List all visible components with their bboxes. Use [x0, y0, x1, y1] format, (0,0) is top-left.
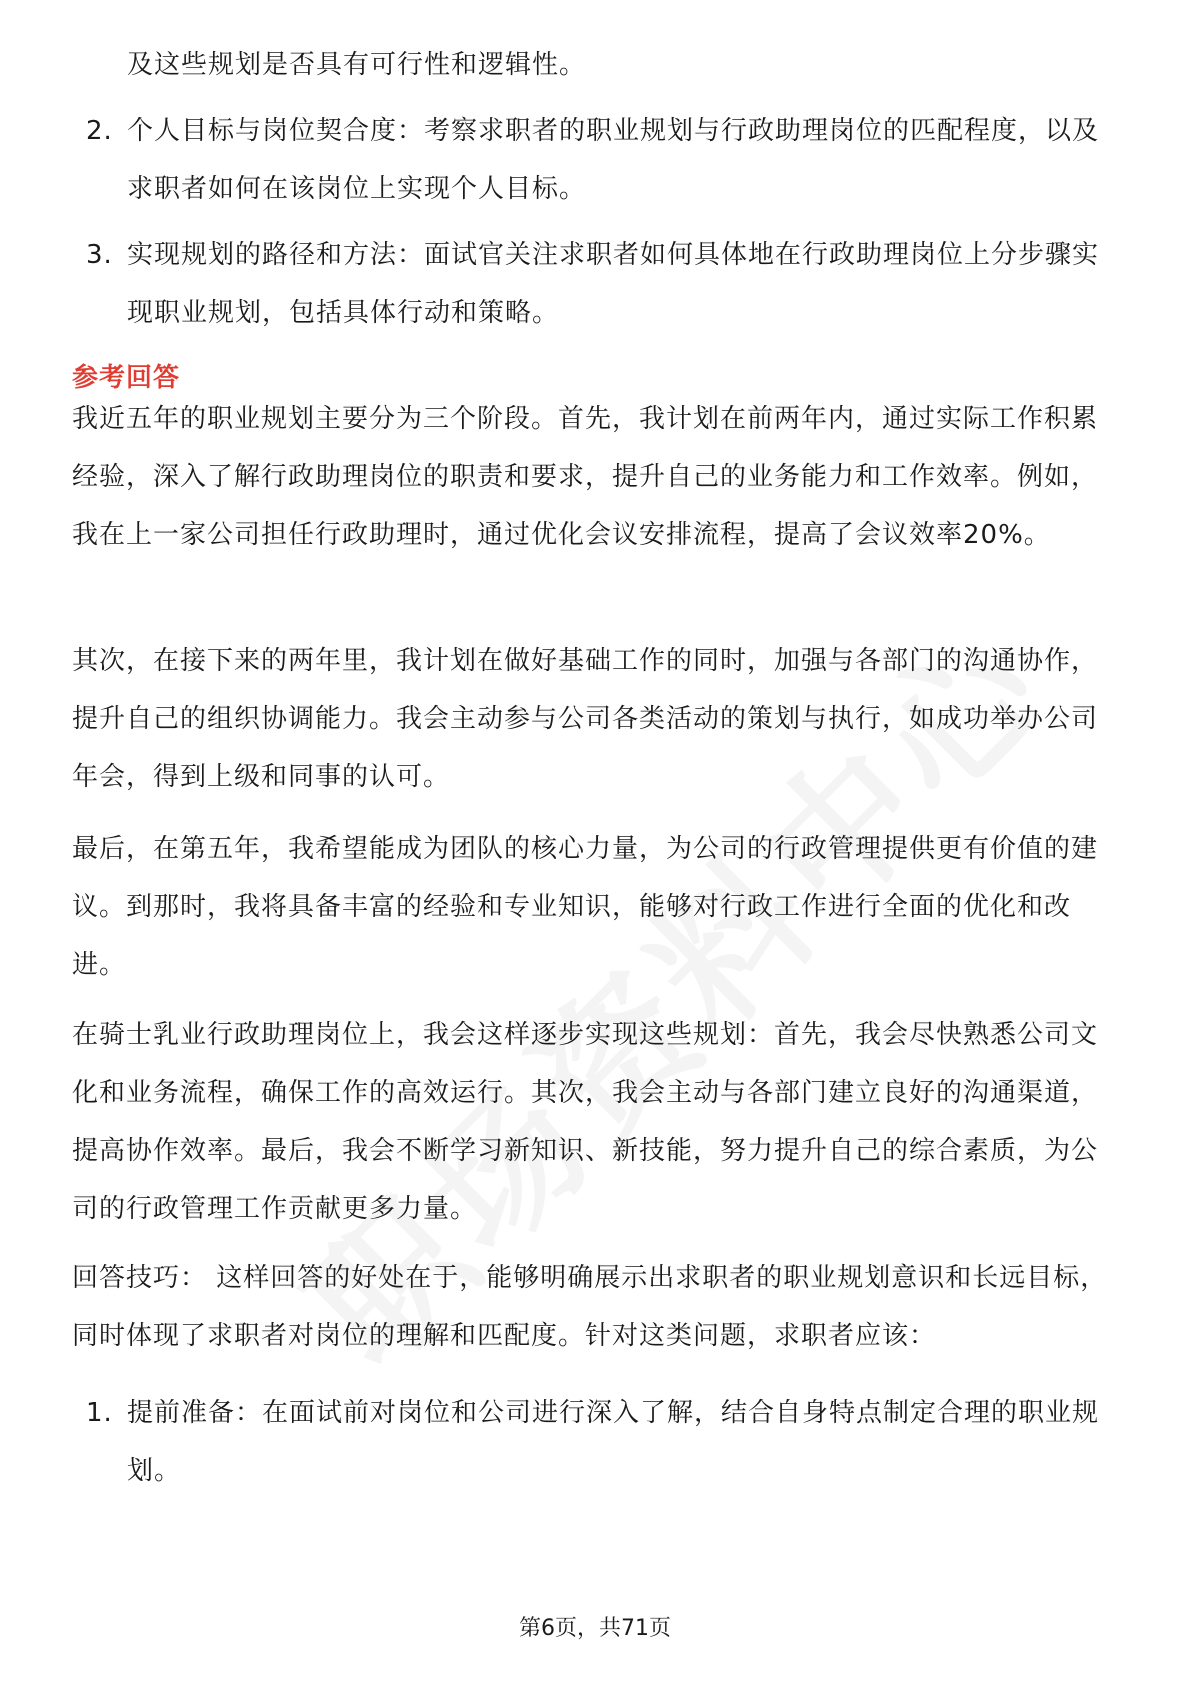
list-item — [72, 1384, 1122, 1500]
list-item — [72, 102, 1122, 218]
paragraph: 最后，在第五年，我希望能成为团队的核心力量，为公司的行政管理提供更有价值的建议。到那时，我将具备丰富的经验和专业知识，能够对行政工作进行全面的优化和改进。 — [72, 834, 1099, 980]
page-footer: 第6页，共71页 — [519, 1616, 671, 1641]
list-item — [72, 226, 1122, 342]
list-item-continuation — [72, 36, 1122, 94]
list-item-text: 个人目标与岗位契合度：考察求职者的职业规划与行政助理岗位的匹配程度，以及求职者如何在该岗位上实现个人目标。 — [127, 116, 1100, 204]
list-item-number: 3. — [86, 240, 113, 270]
top-numbered-list — [72, 36, 1122, 342]
section-heading: 参考回答 — [72, 363, 181, 393]
bottom-numbered-list — [72, 1384, 1122, 1500]
paragraph: 其次，在接下来的两年里，我计划在做好基础工作的同时，加强与各部门的沟通协作，提升自己的组织协调能力。我会主动参与公司各类活动的策划与执行，如成功举办公司年会，得到上级和同事的认可。 — [72, 646, 1099, 792]
paragraph: 我近五年的职业规划主要分为三个阶段。首先，我计划在前两年内，通过实际工作积累经验，深入了解行政助理岗位的职责和要求，提升自己的业务能力和工作效率。例如，我在上一家公司担任行政助理时，通过优化会议安排流程，提高了会议效率20%。 — [72, 404, 1099, 550]
paragraph: 在骑士乳业行政助理岗位上，我会这样逐步实现这些规划：首先，我会尽快熟悉公司文化和业务流程，确保工作的高效运行。其次，我会主动与各部门建立良好的沟通渠道，提高协作效率。最后，我会不断学习新知识、新技能，努力提升自己的综合素质，为公司的行政管理工作贡献更多力量。 — [72, 1020, 1099, 1224]
answer-tips-paragraph: 回答技巧： 这样回答的好处在于，能够明确展示出求职者的职业规划意识和长远目标，同时体现了求职者对岗位的理解和匹配度。针对这类问题，求职者应该： — [72, 1263, 1108, 1351]
list-item-text: 及这些规划是否具有可行性和逻辑性。 — [127, 50, 587, 80]
list-item-number: 1. — [86, 1398, 113, 1428]
list-item-text: 实现规划的路径和方法：面试官关注求职者如何具体地在行政助理岗位上分步骤实现职业规划，包括具体行动和策略。 — [127, 240, 1100, 328]
list-item-number: 2. — [86, 116, 113, 146]
list-item-text: 提前准备：在面试前对岗位和公司进行深入了解，结合自身特点制定合理的职业规划。 — [127, 1398, 1100, 1486]
